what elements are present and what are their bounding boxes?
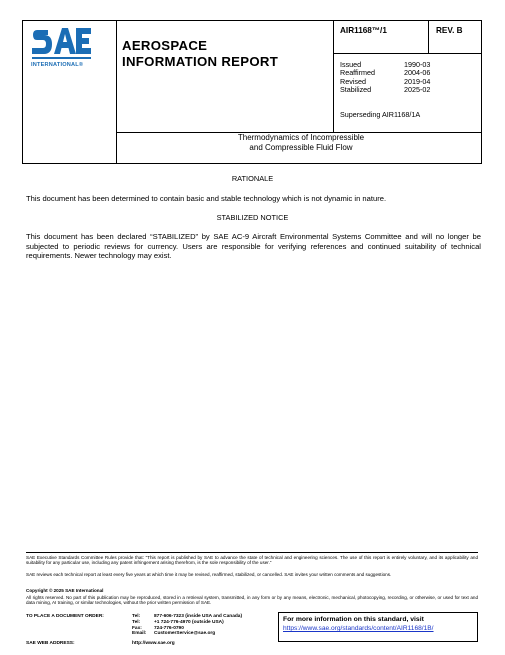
order-row-label: Tel: [132,614,141,619]
order-row-label: Tel: [132,619,141,625]
header-rule-docid [333,53,482,54]
header-divider-right [333,20,334,132]
web-address-label: SAE WEB ADDRESS: [26,641,75,646]
document-title [120,133,482,153]
order-row-label: Email: [132,631,147,637]
document-id: AIR1168™/1 [340,26,387,35]
report-type-line2: INFORMATION REPORT [122,54,279,69]
stabilized-heading: STABILIZED NOTICE [216,213,289,222]
stabilized-text: This document has been declared “STABILIZED” by SAE AC-9 Aircraft Environmental Systems Committee and will no longer be subjected to periodic reviews for currency. Users are responsible for verifying references and continued suitability of technical requirements. Newer technology may exist. [26,232,481,261]
date-label: Revised [340,76,366,86]
order-row-value[interactable]: +1 724-776-4970 (outside USA) [154,619,224,625]
more-info-box [278,612,478,642]
footer-divider [26,552,478,553]
order-contacts [132,614,272,637]
rationale-text: This document has been determined to contain basic and stable technology which is not dynamic in nature. [26,194,387,203]
report-type-title [122,38,278,70]
date-value: 1990-03 [404,60,431,69]
header-divider-left [116,20,117,164]
rights-text: All rights reserved. No part of this publication may be reproduced, stored in a retrieval system, transmitted, in any form or by any means, electronic, mechanical, photocopying, recording, or otherwise, or used for text and data mining, AI training, or similar technologies, without the prior written permission of SAE. [26,595,478,606]
web-address-link[interactable]: http://www.sae.org [132,641,175,646]
order-row-label: Fax: [132,625,142,631]
date-label: Stabilized [340,85,372,95]
order-row [132,631,272,637]
order-label: TO PLACE A DOCUMENT ORDER: [26,614,104,619]
sae-logo [30,24,92,64]
document-dates [340,61,430,95]
rationale-heading: RATIONALE [231,174,274,183]
date-label: Reaffirmed [340,68,376,78]
document-title-line2: and Compressible Fluid Flow [249,143,353,152]
date-value: 2004-06 [404,68,431,78]
date-value: 2019-04 [404,76,431,86]
date-value: 2025-02 [404,85,431,95]
rules-text: SAE Executive Standards Committee Rules provide that: “This report is published by SAE to advance the state of technical and engineering sciences. The use of this report is entirely voluntary, and its applicability and suitability for any particular use, including any patent infringement arising therefrom, is the sole responsibility of the user.” [26,555,478,566]
date-label: Issued [340,60,362,69]
review-text: SAE reviews each technical report at least every five years at which time it may be revised, reaffirmed, stabilized, or cancelled. SAE invites your written comments and suggestions. [26,572,392,577]
document-title-line1: Thermodynamics of Incompressible [237,133,365,142]
sae-logo-subtitle: INTERNATIONAL® [31,62,84,68]
standard-url-link[interactable]: https://www.sae.org/standards/content/AIR1168/1B/ [283,625,434,632]
superseding-note: Superseding AIR1168/1A [340,110,421,119]
revision-label: REV. B [436,26,463,35]
order-row-value[interactable]: 877-606-7323 (inside USA and Canada) [154,614,243,619]
order-row-value[interactable]: CustomerService@sae.org [154,631,216,637]
order-row-value: 724-776-0790 [154,625,184,631]
copyright-text: Copyright © 2025 SAE International [26,588,104,593]
report-type-line1: AEROSPACE [122,38,208,53]
more-info-title: For more information on this standard, visit [283,616,424,623]
date-row-stabilized [340,86,430,94]
header-divider-rev [428,20,429,53]
